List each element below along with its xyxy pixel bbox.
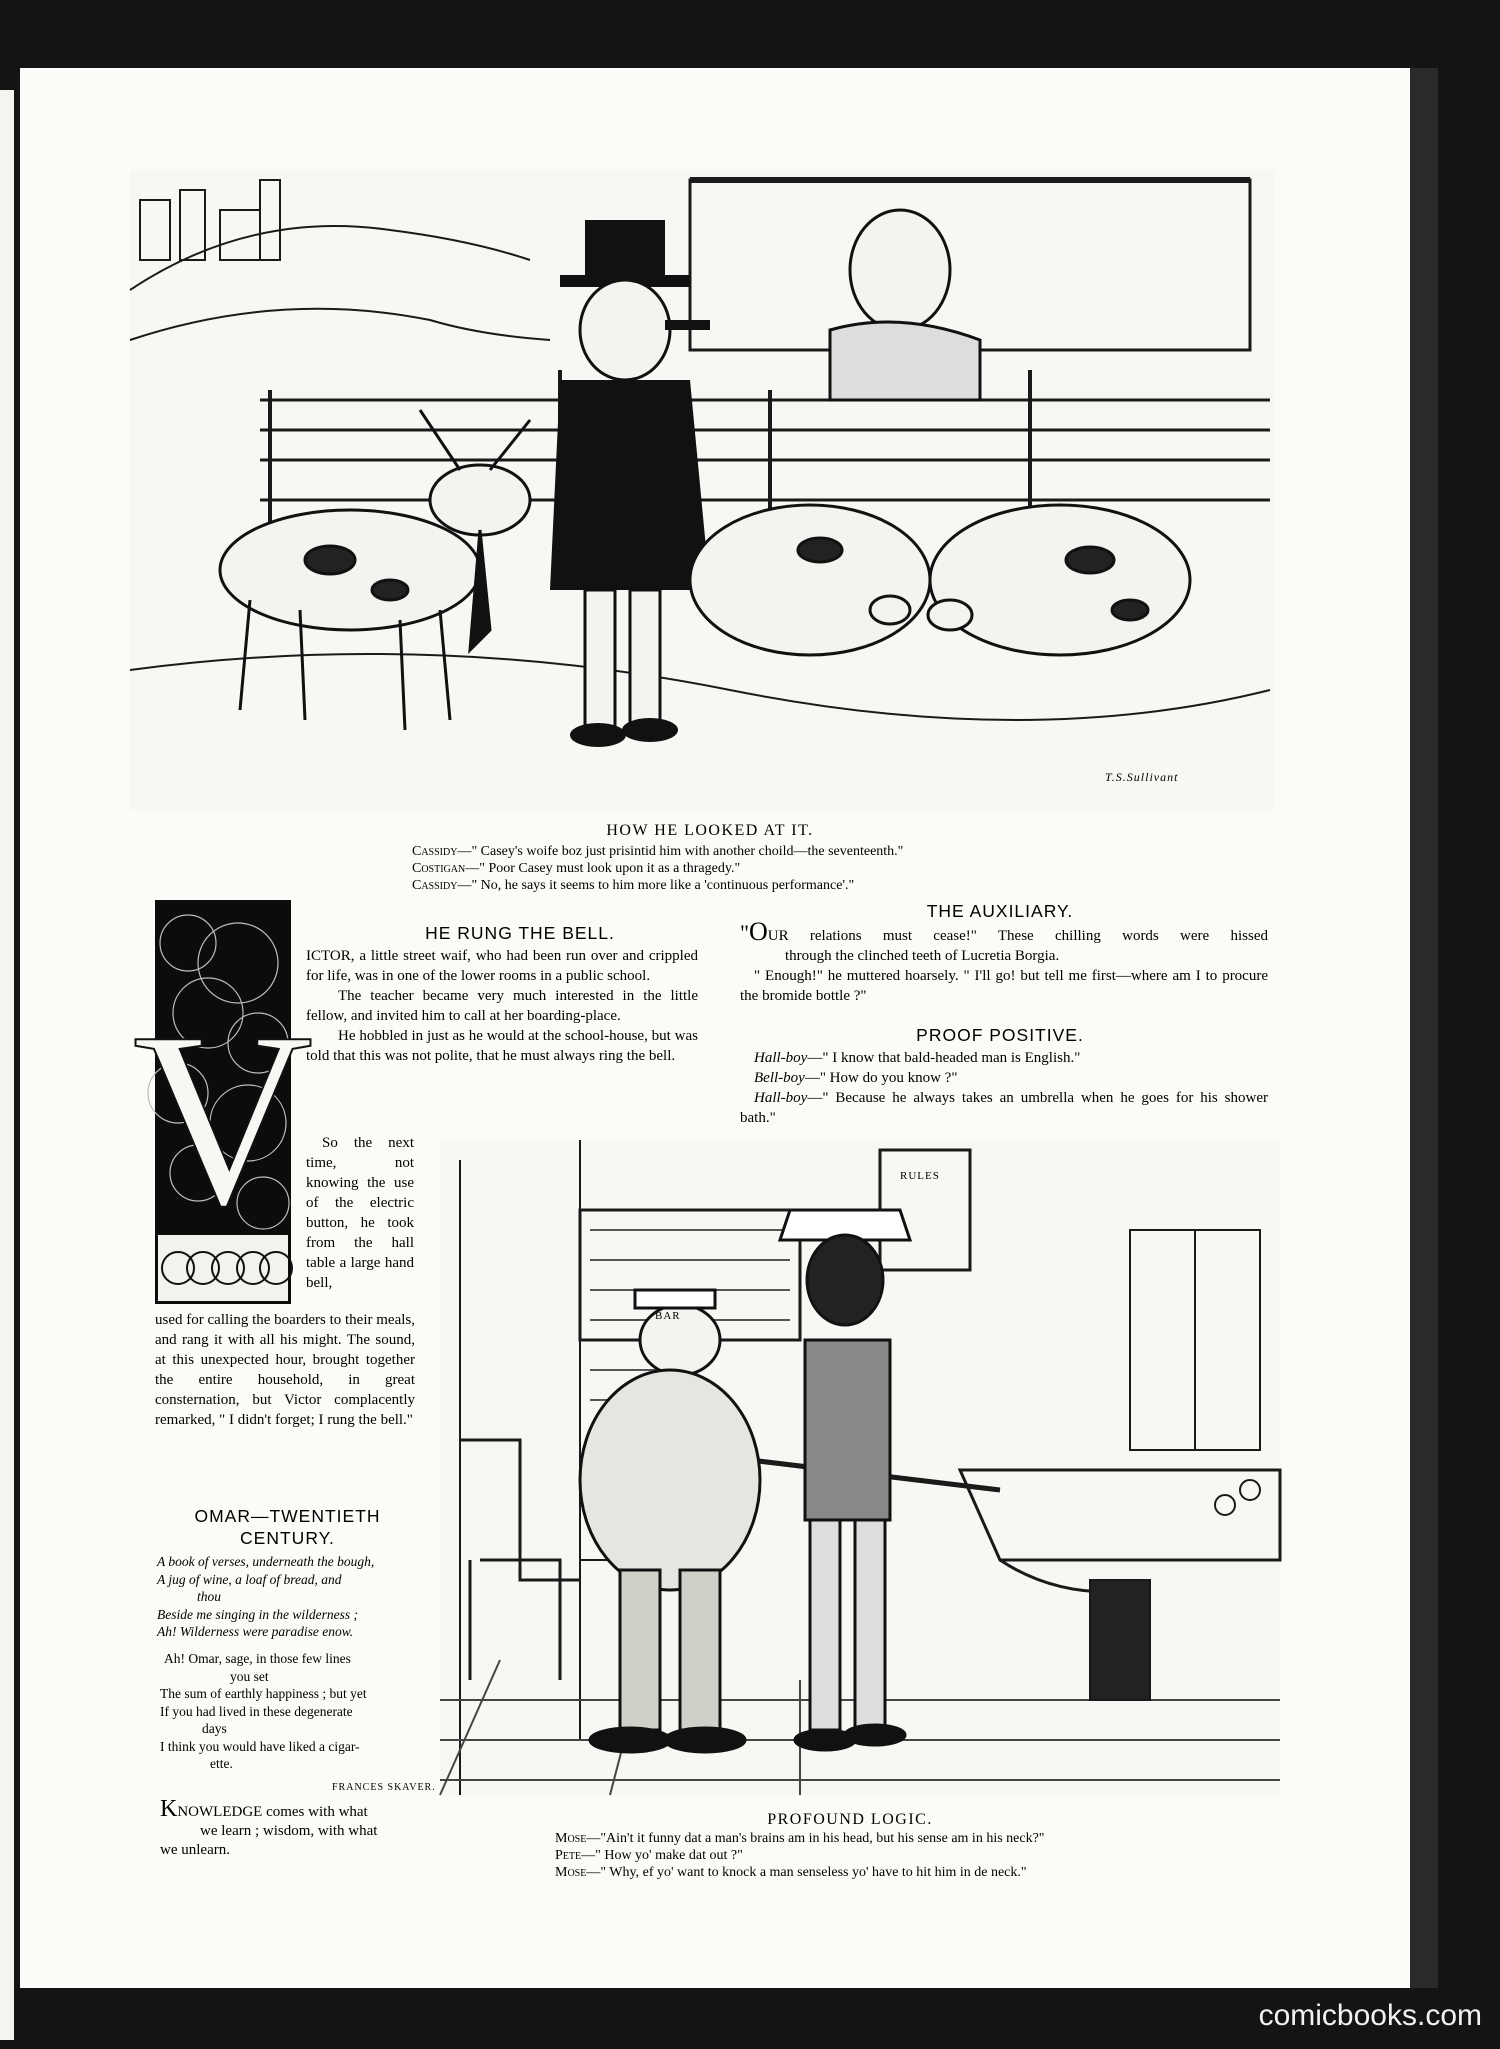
- knowledge-initial: K: [160, 1796, 178, 1822]
- paragraph: ICTOR, a little street waif, who had been run over and crippled for life, was in one of the lower rooms in a public school.: [306, 948, 698, 984]
- quote-line: A jug of wine, a loaf of bread, and: [157, 1571, 342, 1587]
- dialog-text: " No, he says it seems to him more like a 'continuous performance'.": [471, 878, 855, 893]
- rung-bell-title: HE RUNG THE BELL.: [425, 923, 615, 943]
- paragraph: He hobbled in just as he would at the school-house, but was told that this was not polite, that he must always ring the bell.: [306, 1028, 698, 1064]
- cartoon-goat-pigs-illustration: [130, 170, 1275, 810]
- speaker: Pete—: [555, 1848, 596, 1863]
- verse-line: ette.: [210, 1756, 233, 1771]
- omar-title-line2: CENTURY.: [240, 1528, 335, 1548]
- cartoon1-dialog: [412, 843, 1032, 894]
- proof-body: [740, 1048, 1268, 1128]
- speaker: Bell-boy: [754, 1070, 805, 1086]
- knowledge-aphorism: [160, 1796, 428, 1860]
- speaker: Cassidy—: [412, 844, 472, 859]
- proof-text: —" Because he always takes an umbrella when he goes for his shower bath.": [740, 1090, 1268, 1126]
- speaker: Costigan—: [412, 861, 480, 876]
- quote-line: A book of verses, underneath the bough,: [157, 1554, 375, 1569]
- dialog-line: [555, 1864, 1195, 1881]
- dialog-line: [555, 1830, 1195, 1847]
- auxiliary-title: THE AUXILIARY.: [926, 901, 1074, 921]
- quote-line: Ah! Wilderness were paradise enow.: [157, 1624, 354, 1639]
- rung-bell-narrow-column: [306, 1133, 414, 1293]
- quote-line: Beside me singing in the wilderness ;: [157, 1606, 358, 1622]
- paragraph: used for calling the boarders to their meals, and rang it with all his might. The sound, at this unexpected hour, brought together the entire household, in great consternation, but Victor complacently remarked, " I didn't forget; I rung the bell.": [155, 1312, 415, 1428]
- paragraph: So the next time, not knowing the use of the electric button, he took from the hall table a large hand bell,: [306, 1135, 414, 1291]
- proof-line: [740, 1088, 1268, 1128]
- proof-line: [740, 1068, 1268, 1088]
- knowledge-line: we learn ; wisdom, with what: [200, 1823, 378, 1839]
- paragraph: The teacher became very much interested in the little fellow, and invited him to call at her boarding-place.: [306, 988, 698, 1024]
- verse-line: I think you would have liked a cigar-: [160, 1738, 360, 1754]
- speaker: Hall-boy: [754, 1090, 808, 1106]
- auxiliary-text: UR relations must cease!" These chilling words were hissed: [767, 928, 1268, 944]
- dialog-line: [412, 877, 1032, 894]
- knowledge-word: NOWLEDGE: [177, 1804, 263, 1820]
- proof-text: —" I know that bald-headed man is English.": [807, 1050, 1081, 1066]
- speaker: Mose—: [555, 1865, 601, 1880]
- verse-line: days: [202, 1721, 227, 1736]
- auxiliary-line: [740, 917, 1268, 946]
- dialog-text: "Ain't it funny dat a man's brains am in his head, but his sense am in his neck?": [600, 1831, 1045, 1846]
- omar-author: FRANCES SKAVER.: [332, 1782, 436, 1793]
- auxiliary-body: [740, 917, 1268, 1006]
- rung-bell-body-top: [306, 946, 698, 1066]
- verse-line: If you had lived in these degenerate: [160, 1703, 353, 1719]
- proof-text: —" How do you know ?": [804, 1070, 958, 1086]
- proof-title: PROOF POSITIVE.: [916, 1025, 1084, 1045]
- dialog-line: [412, 843, 1032, 860]
- omar-title-line1: OMAR—TWENTIETH: [194, 1506, 381, 1526]
- dialog-line: [412, 860, 1032, 877]
- speaker: Mose—: [555, 1831, 601, 1846]
- sign-bar: BAR: [655, 1310, 681, 1322]
- decorative-drop-cap: [132, 900, 314, 1304]
- site-watermark: comicbooks.com: [1258, 1999, 1482, 2032]
- cartoon2-dialog: [555, 1830, 1195, 1881]
- dialog-text: " How yo' make dat out ?": [595, 1848, 743, 1863]
- speaker: Cassidy—: [412, 878, 472, 893]
- knowledge-line: comes with what: [262, 1804, 368, 1820]
- cartoon-billiards-illustration: [440, 1140, 1280, 1795]
- verse-line: The sum of earthly happiness ; but yet: [160, 1686, 367, 1701]
- auxiliary-open-quote: ": [740, 920, 749, 945]
- sign-rules: RULES: [900, 1170, 940, 1182]
- knowledge-line: we unlearn.: [160, 1842, 230, 1858]
- omar-verse: [160, 1650, 422, 1773]
- proof-line: [740, 1048, 1268, 1068]
- auxiliary-initial: O: [748, 917, 768, 946]
- dialog-text: " Casey's woife boz just prisintid him with another choild—the seventeenth.": [471, 844, 904, 859]
- speaker: Hall-boy: [754, 1050, 808, 1066]
- dialog-text: " Why, ef yo' want to knock a man senseless yo' have to hit him in de neck.": [600, 1865, 1027, 1880]
- drop-cap-letter: V: [132, 981, 314, 1258]
- dialog-line: [555, 1847, 1195, 1864]
- omar-quote: [157, 1553, 419, 1641]
- artist-signature: T.S.Sullivant: [1105, 770, 1179, 784]
- cartoon2-caption-title: PROFOUND LOGIC.: [767, 1811, 933, 1828]
- dialog-text: " Poor Casey must look upon it as a thragedy.": [479, 861, 741, 876]
- paragraph: " Enough!" he muttered hoarsely. " I'll go! but tell me first—where am I to procure the bromide bottle ?": [740, 968, 1268, 1004]
- omar-title: [155, 1505, 420, 1549]
- rung-bell-body-bottom: [155, 1310, 415, 1430]
- verse-line: Ah! Omar, sage, in those few lines: [164, 1651, 351, 1666]
- facing-page-edge: [0, 90, 14, 2040]
- cartoon1-caption-title: HOW HE LOOKED AT IT.: [606, 822, 814, 839]
- quote-line: thou: [197, 1589, 222, 1604]
- verse-line: you set: [230, 1668, 269, 1684]
- auxiliary-line: through the clinched teeth of Lucretia Borgia.: [785, 948, 1060, 964]
- binding-edge: [1410, 68, 1438, 1988]
